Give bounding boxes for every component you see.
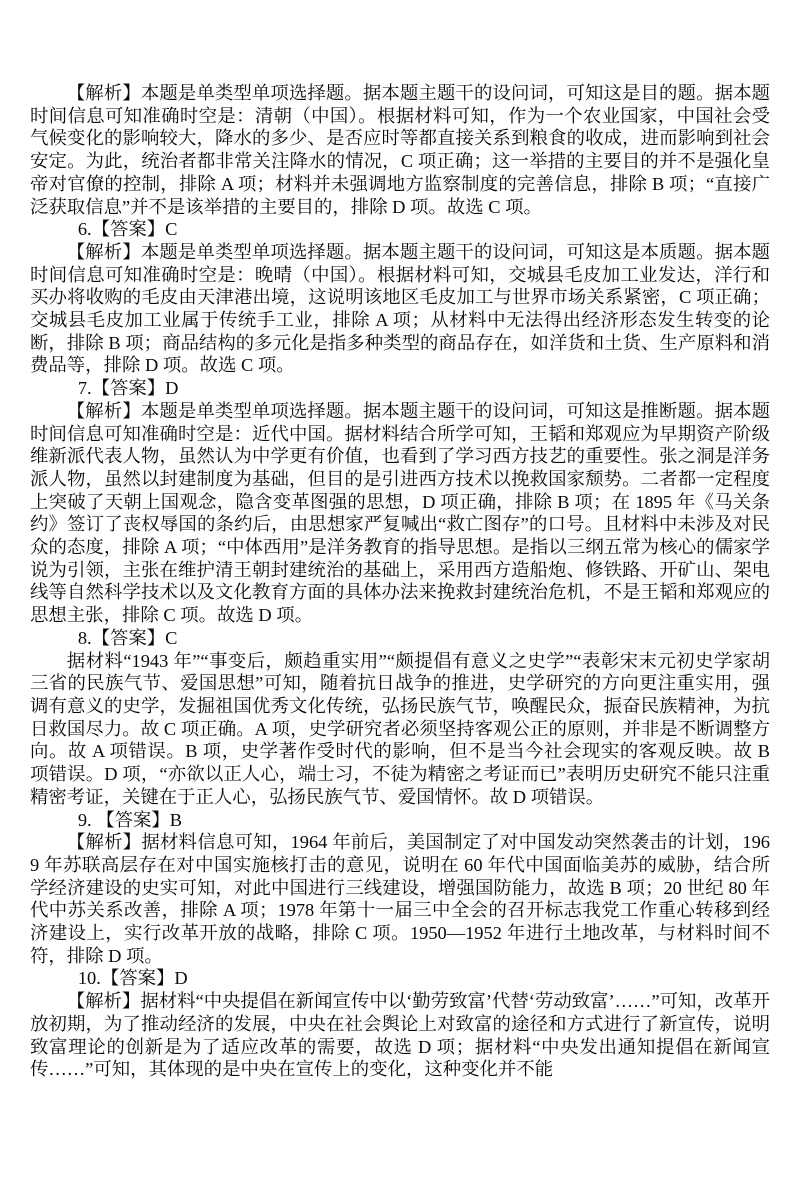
- document-body: [30, 82, 770, 1081]
- analysis-paragraph: 据材料“1943 年”“事变后，颇趋重实用”“颇提倡有意义之史学”“表彰宋末元初史学家胡三省的民族气节、爱国思想”可知，随着抗日战争的推进，史学研究的方向更注重实用，强调有意义的史学，发掘祖国优秀文化传统，弘扬民族气节，唤醒民众，振奋民族精神，为抗日救国尽力。故 C 项正确。A 项，史学研究者必须坚持客观公正的原则，并非是不断调整方向。故 A 项错误。B 项，史学著作受时代的影响，但不是当今社会现实的客观反映。故 B 项错误。D 项，“亦欲以正人心，端士习，不徒为精密之考证而已”表明历史研究不能只注重精密考证，关键在于正人心，弘扬民族气节、爱国情怀。故 D 项错误。: [30, 650, 770, 807]
- answer-line: 9. 【答案】B: [77, 809, 183, 830]
- answer-line: 10.【答案】D: [77, 968, 188, 989]
- analysis-paragraph: 【解析】本题是单类型单项选择题。据本题主题干的设问词，可知这是本质题。据本题时间信息可知准确时空是：晚晴（中国）。根据材料可知，交城县毛皮加工业发达，洋行和买办将收购的毛皮由天津港出境，这说明该地区毛皮加工与世界市场关系紧密，C 项正确；交城县毛皮加工业属于传统手工业，排除 A 项；从材料中无法得出经济形态发生转变的论断，排除 B 项；商品结构的多元化是指多种类型的商品存在，如洋货和土货、生产原料和消费品等，排除 D 项。故选 C 项。: [30, 241, 770, 376]
- analysis-paragraph: 【解析】本题是单类型单项选择题。据本题主题干的设问词，可知这是推断题。据本题时间信息可知准确时空是：近代中国。据材料结合所学可知，王韬和郑观应为早期资产阶级维新派代表人物，虽然认为中学更有价值，也看到了学习西方技艺的重要性。张之洞是洋务派人物，虽然以封建制度为基础，但目的是引进西方技术以挽救国家颓势。二者都一定程度上突破了天朝上国观念，隐含变革图强的思想，D 项正确，排除 B 项；在 1895 年《马关条约》签订了丧权辱国的条约后，由思想家严复喊出“救亡图存”的口号。且材料中未涉及对民众的态度，排除 A 项；“中体西用”是洋务教育的指导思想。是指以三纲五常为核心的儒家学说为引领，主张在维护清王朝封建统治的基础上，采用西方造船炮、修铁路、开矿山、架电线等自然科学技术以及文化教育方面的具体办法来挽救封建统治危机，不是王韬和郑观应的思想主张，排除 C 项。故选 D 项。: [30, 400, 770, 626]
- answer-line: 8.【答案】C: [77, 627, 178, 648]
- answer-line: 6.【答案】C: [77, 219, 178, 240]
- answer-line: 7.【答案】D: [77, 378, 179, 399]
- analysis-paragraph: 【解析】本题是单类型单项选择题。据本题主题干的设问词，可知这是目的题。据本题时间信息可知准确时空是：清朝（中国）。根据材料可知，作为一个农业国家，中国社会受气候变化的影响较大，降水的多少、是否应时等都直接关系到粮食的收成，进而影响到社会安定。为此，统治者都非常关注降水的情况，C 项正确；这一举措的主要目的并不是强化皇帝对官僚的控制，排除 A 项；材料并未强调地方监察制度的完善信息，排除 B 项；“直接广泛获取信息”并不是该举措的主要目的，排除 D 项。故选 C 项。: [30, 83, 770, 217]
- analysis-paragraph: 【解析】据材料“中央提倡在新闻宣传中以‘勤劳致富’代替‘劳动致富’……”可知，改革开放初期，为了推动经济的发展，中央在社会舆论上对致富的途径和方式进行了新宣传，说明致富理论的创新是为了适应改革的需要，故选 D 项；据材料“中央发出通知提倡在新闻宣传……”可知，其体现的是中央在宣传上的变化，这种变化并不能: [30, 991, 770, 1080]
- analysis-paragraph: 【解析】据材料信息可知，1964 年前后，美国制定了对中国发动突然袭击的计划，1969 年苏联高层存在对中国实施核打击的意见，说明在 60 年代中国面临美苏的威胁，结合所学经济建设的史实可知，对此中国进行三线建设，增强国防能力，故选 B 项；20 世纪 80 年代中苏关系改善，排除 A 项；1978 年第十一届三中全会的召开标志我党工作重心转移到经济建设上，实行改革开放的战略，排除 C 项。1950—1952 年进行土地改革，与材料时间不符，排除 D 项。: [30, 832, 770, 966]
